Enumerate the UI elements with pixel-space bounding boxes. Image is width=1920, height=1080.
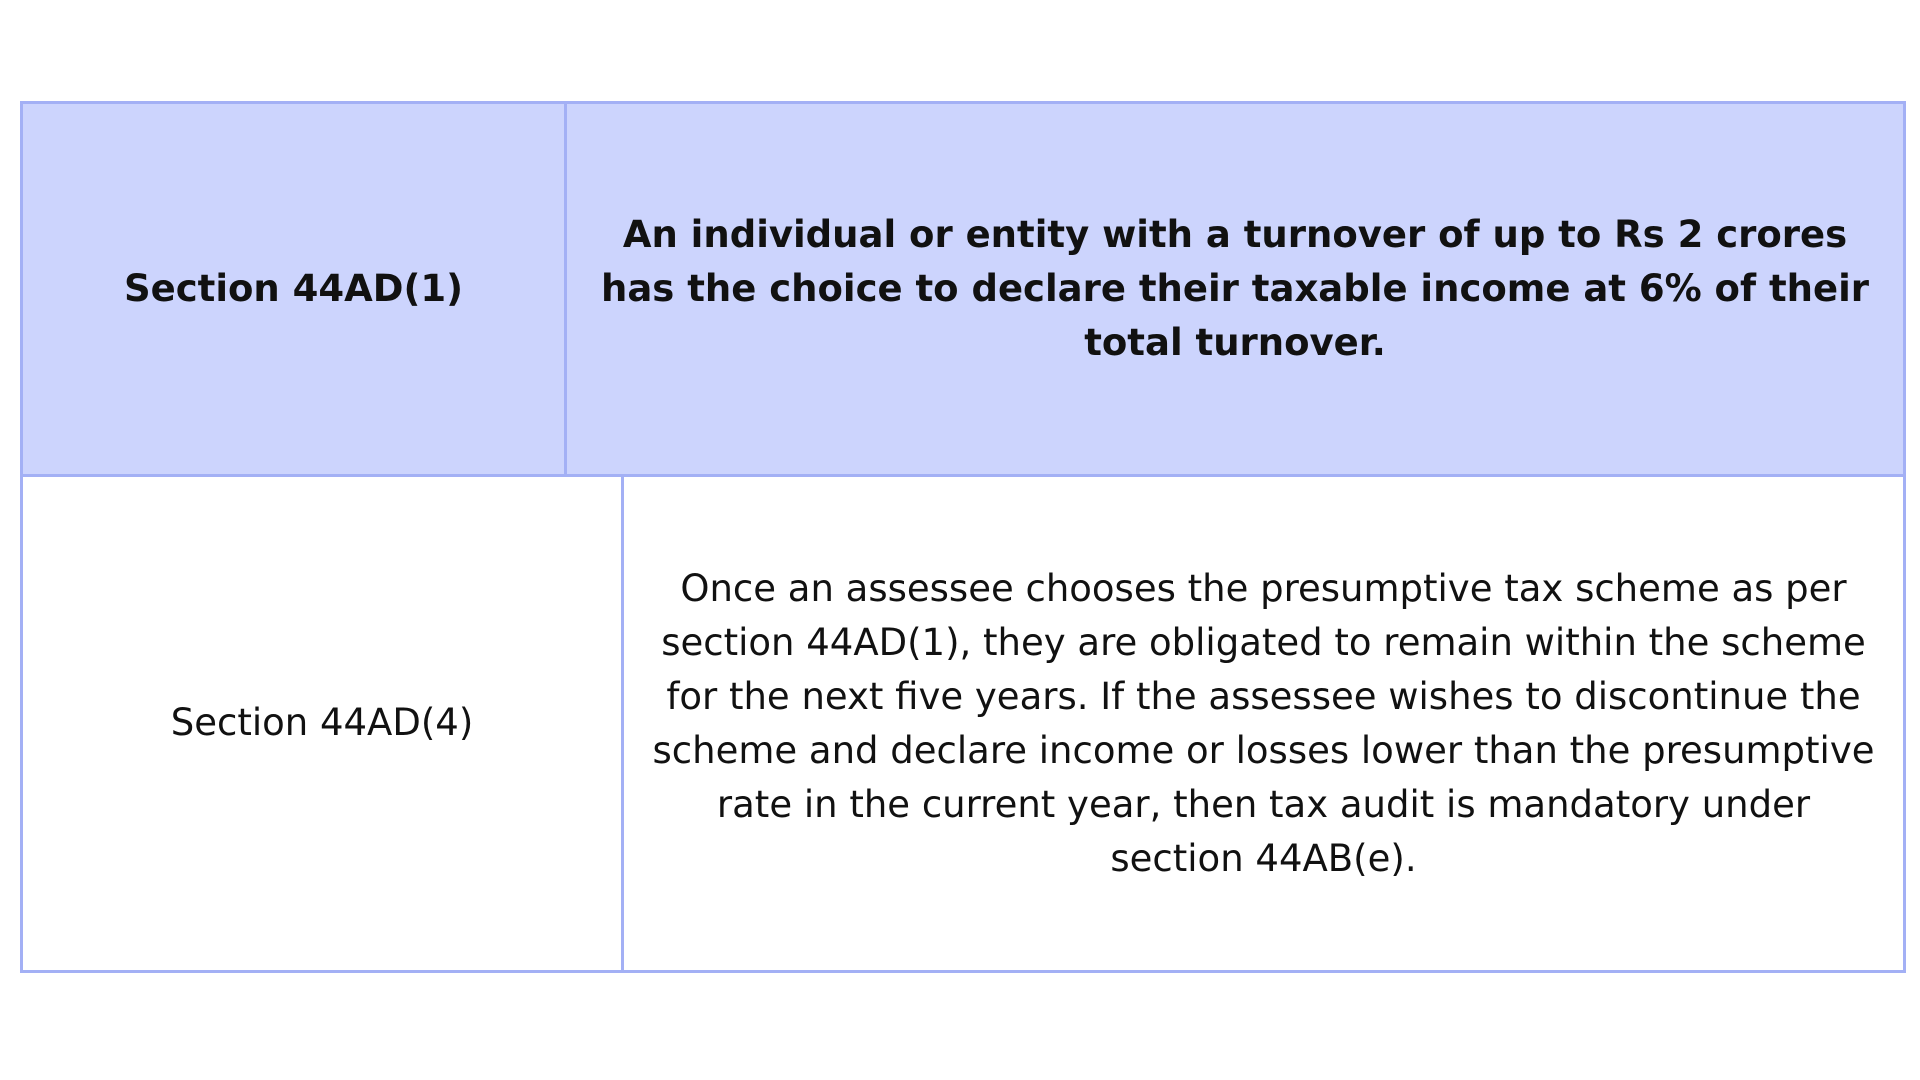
section-label-cell: [23, 477, 624, 970]
section-label: Section 44AD(1): [123, 266, 464, 310]
table-row-section-44ad-4: [23, 474, 1903, 970]
section-label-cell: [23, 104, 567, 474]
section-label: Section 44AD(4): [170, 701, 474, 745]
section-table: [20, 101, 1906, 973]
section-description-cell: [624, 477, 1903, 970]
section-description-cell: [567, 104, 1903, 474]
section-description: Once an assessee chooses the presumptive tax scheme as per section 44AD(1), they are obligated to remain within the scheme for the next five years. If the assessee wishes to discontinue the scheme and declare income or losses lower than the presumptive rate in the current year, then tax audit is mandatory under section 44AB(e).: [652, 566, 1875, 880]
section-description: An individual or entity with a turnover of up to Rs 2 crores has the choice to declare their taxable income at 6% of their total turnover.: [600, 213, 1870, 364]
table-row-section-44ad-1: [23, 104, 1903, 474]
